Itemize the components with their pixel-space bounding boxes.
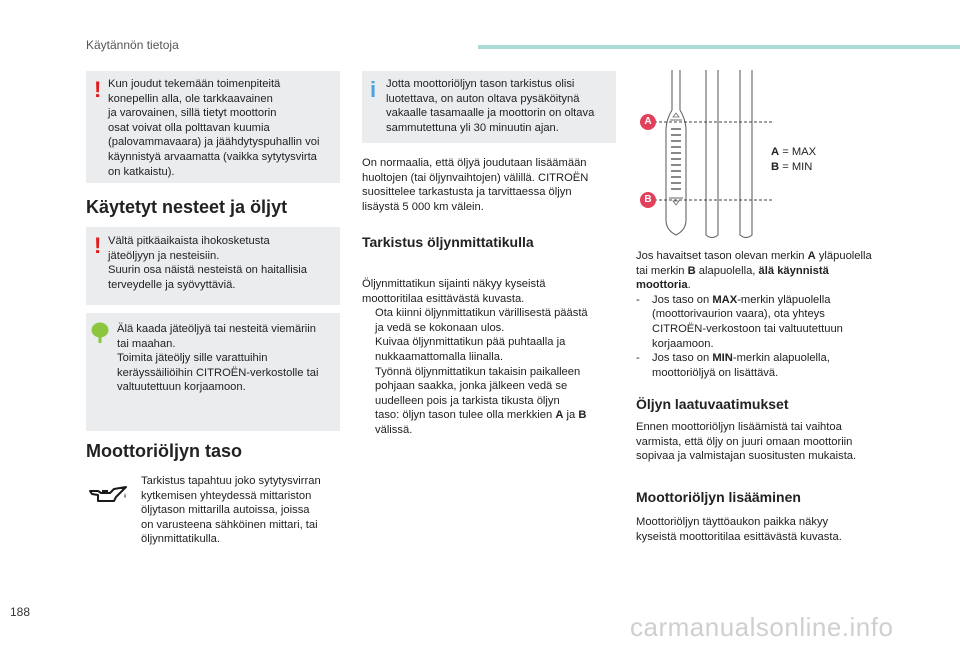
text-line: kytkemisen yhteydessä mittariston — [141, 489, 312, 502]
text-line: Jos havaitset tason olevan merkin A yläpuolella — [636, 250, 872, 262]
eco-text — [117, 322, 339, 395]
text-line: tai merkin B alapuolella, älä käynnistä — [636, 264, 829, 277]
text-line: (moottorivaurion vaara), ota yhteys — [652, 308, 825, 321]
text-line: sopivaa ja valmistajan suositusten mukaista. — [636, 450, 857, 463]
heading-dipstick-check: Tarkistus öljynmittatikulla — [362, 234, 534, 250]
level-interpretation — [636, 249, 906, 380]
text-line: taso: öljyn tason tulee olla merkkien A ja B — [375, 409, 587, 422]
text-line: välissä. — [375, 423, 413, 436]
text-line: konepellin alla, ole tarkkaavainen — [108, 92, 273, 105]
text-line: lisäystä 5 000 km välein. — [362, 200, 484, 213]
heading-fluids: Käytetyt nesteet ja öljyt — [86, 197, 288, 217]
text-line: kyseistä moottoritilaa esittävästä kuvasta. — [636, 530, 842, 543]
marker-a: A — [640, 114, 656, 130]
tree-icon — [91, 322, 109, 344]
text-line: Jos taso on MIN-merkin alapuolella, — [652, 352, 830, 365]
warning-text — [108, 77, 340, 179]
warning-icon: ! — [94, 233, 102, 258]
text-line: ja varovainen, sillä tietyt moottorin — [108, 107, 277, 120]
text-line: Kun joudut tekemään toimenpiteitä — [108, 78, 281, 90]
text-line: on katkaistu). — [108, 165, 175, 178]
oil-quality-text — [636, 420, 906, 464]
level-max-item: - Jos taso on MAX-merkin yläpuolella (moottorivaurion vaara), ota yhteys CITROËN-verkostoon tai valtuutettuun korjaamoon. — [636, 293, 906, 351]
text-line: nukkaamattomalla liinalla. — [375, 350, 504, 363]
text-line: huoltojen (tai öljynvaihtojen) välillä. CITROËN — [362, 171, 589, 184]
text-line: Jotta moottoriöljyn tason tarkistus olisi — [386, 78, 575, 90]
legend-max: A = MAX — [771, 146, 817, 158]
eco-box-disposal — [86, 313, 340, 431]
warning-box-skin-contact — [86, 227, 340, 305]
figure-legend — [771, 145, 816, 174]
header-accent-bar — [478, 45, 960, 49]
info-box-check-conditions — [362, 71, 616, 143]
text-line: moottoriöljyä on lisättävä. — [652, 366, 779, 379]
dipstick-illustration — [636, 70, 772, 242]
text-line: Toimita jäteöljy sille varattuihin — [117, 352, 268, 365]
heading-oil-level: Moottoriöljyn taso — [86, 441, 242, 461]
legend-min: B = MIN — [771, 160, 813, 173]
text-line: ja vedä se kokonaan ulos. — [375, 321, 505, 334]
text-line: varmista, että öljy on juuri omaan moottoriin — [636, 435, 853, 448]
info-text — [386, 77, 616, 135]
text-line: on varusteena sähköinen mittari, tai — [141, 518, 318, 531]
page-number: 188 — [10, 605, 31, 619]
text-line: pohjaan saakka, jonka jälkeen vedä se — [375, 380, 568, 393]
text-line: terveydelle ja syövyttäviä. — [108, 278, 236, 291]
text-line: uudelleen pois ja tarkista tikusta öljyn — [375, 394, 560, 407]
section-title: Käytännön tietoja — [86, 38, 179, 52]
text-line: käynnistyä arvaamatta (vaikka sytytysvirta — [108, 150, 317, 163]
step-3 — [362, 365, 620, 438]
text-line: keräyssäiliöihin CITROËN-verkostolle tai — [117, 366, 319, 379]
text-line: öljytason mittarilla autoissa, joissa — [141, 504, 310, 517]
text-line: korjaamoon. — [652, 337, 714, 350]
oil-can-icon — [88, 483, 128, 507]
text-line: Ennen moottoriöljyn lisäämistä tai vaihtoa — [636, 421, 842, 433]
step-1 — [362, 306, 620, 335]
oil-level-text — [141, 474, 341, 547]
info-icon: i — [370, 77, 377, 102]
text-line: tai maahan. — [117, 337, 176, 350]
text-line: luotettava, on auton oltava pysäköitynä — [386, 92, 580, 105]
text-line: Työnnä öljynmittatikun takaisin paikalleen — [375, 365, 581, 378]
text-line: moottoria. — [636, 279, 691, 292]
heading-oil-adding: Moottoriöljyn lisääminen — [636, 489, 801, 505]
text-line: On normaalia, että öljyä joudutaan lisäämään — [362, 157, 587, 169]
marker-b: B — [640, 192, 656, 208]
text-line: suosittelee tarkastusta ja tarvittaessa öljyn — [362, 186, 572, 199]
text-line: Älä kaada jäteöljyä tai nesteitä viemäriin — [117, 323, 316, 335]
text-line: Jos taso on MAX-merkin yläpuolella — [652, 293, 831, 306]
text-line: Tarkistus tapahtuu joko sytytysvirran — [141, 475, 321, 487]
text-line: Ota kiinni öljynmittatikun värillisestä päästä — [375, 307, 588, 320]
dipstick-instructions — [362, 277, 620, 438]
text-line: öljynmittatikulla. — [141, 533, 220, 546]
text-line: valtuutettuun korjaamoon. — [117, 381, 246, 394]
step-2 — [362, 335, 620, 364]
text-line: sammutettuna yli 30 minuutin ajan. — [386, 121, 559, 134]
warning-text — [108, 234, 340, 292]
oil-consumption-paragraph — [362, 156, 618, 214]
text-line: Moottoriöljyn täyttöaukon paikka näkyy — [636, 516, 829, 528]
text-line: jäteöljyyn ja nesteisiin. — [108, 249, 220, 262]
warning-icon: ! — [94, 77, 102, 102]
text-line: Vältä pitkäaikaista ihokosketusta — [108, 235, 270, 247]
watermark: carmanualsonline.info — [630, 612, 894, 642]
level-min-item: - Jos taso on MIN-merkin alapuolella, moottoriöljyä on lisättävä. — [636, 351, 906, 380]
oil-adding-text — [636, 515, 906, 544]
text-line: moottoritilaa esittävästä kuvasta. — [362, 292, 525, 305]
text-line: vakaalle tasamaalle ja moottorin on oltava — [386, 107, 595, 120]
text-line: Öljynmittatikun sijainti näkyy kyseistä — [362, 278, 546, 290]
text-line: CITROËN-verkostoon tai valtuutettuun — [652, 322, 843, 335]
warning-box-hot-parts — [86, 71, 340, 183]
text-line: Suurin osa näistä nesteistä on haitallisia — [108, 264, 308, 277]
heading-oil-quality: Öljyn laatuvaatimukset — [636, 396, 789, 412]
text-line: osat voivat olla polttavan kuumia — [108, 121, 270, 134]
text-line: (palovammavaara) ja jäähdytyspuhallin voi — [108, 136, 320, 149]
text-line: Kuivaa öljynmittatikun pää puhtaalla ja — [375, 336, 566, 349]
